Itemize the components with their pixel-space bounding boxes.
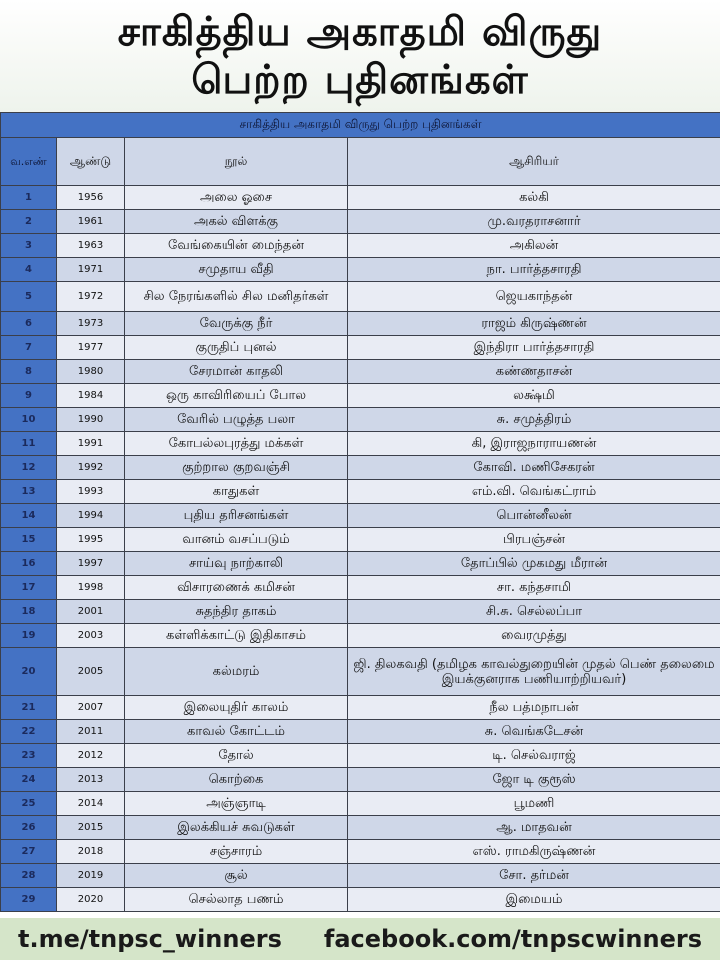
table-row bbox=[1, 504, 720, 528]
table-row bbox=[1, 840, 720, 864]
cell-year: 2020 bbox=[57, 888, 125, 912]
cell-sno: 16 bbox=[1, 552, 57, 576]
table-row bbox=[1, 210, 720, 234]
cell-sno: 11 bbox=[1, 432, 57, 456]
table-row bbox=[1, 552, 720, 576]
page-title-line-2: பெற்ற புதினங்கள் bbox=[191, 57, 529, 103]
cell-author: சா. கந்தசாமி bbox=[348, 576, 720, 600]
cell-book: குருதிப் புனல் bbox=[125, 336, 348, 360]
cell-book: அலை ஓசை bbox=[125, 186, 348, 210]
table-row bbox=[1, 720, 720, 744]
cell-year: 1998 bbox=[57, 576, 125, 600]
cell-sno: 14 bbox=[1, 504, 57, 528]
cell-book: கொற்கை bbox=[125, 768, 348, 792]
cell-author: கண்ணதாசன் bbox=[348, 360, 720, 384]
table-row bbox=[1, 456, 720, 480]
table-row bbox=[1, 888, 720, 912]
cell-sno: 5 bbox=[1, 282, 57, 312]
cell-year: 1991 bbox=[57, 432, 125, 456]
cell-book: இலையுதிர் காலம் bbox=[125, 696, 348, 720]
cell-book: சாய்வு நாற்காலி bbox=[125, 552, 348, 576]
cell-sno: 3 bbox=[1, 234, 57, 258]
table-row bbox=[1, 864, 720, 888]
cell-author: எம்.வி. வெங்கட்ராம் bbox=[348, 480, 720, 504]
cell-year: 2012 bbox=[57, 744, 125, 768]
table-banner-row bbox=[1, 113, 720, 138]
cell-year: 2001 bbox=[57, 600, 125, 624]
cell-author: கோவி. மணிசேகரன் bbox=[348, 456, 720, 480]
table-row bbox=[1, 768, 720, 792]
table-row bbox=[1, 312, 720, 336]
cell-book: சமுதாய வீதி bbox=[125, 258, 348, 282]
cell-book: குற்றால குறவஞ்சி bbox=[125, 456, 348, 480]
table-row bbox=[1, 600, 720, 624]
cell-book: காதுகள் bbox=[125, 480, 348, 504]
cell-book: இலக்கியச் சுவடுகள் bbox=[125, 816, 348, 840]
cell-author: ஆ. மாதவன் bbox=[348, 816, 720, 840]
cell-book: ஒரு காவிரியைப் போல bbox=[125, 384, 348, 408]
cell-year: 2013 bbox=[57, 768, 125, 792]
cell-book: அஞ்ஞாடி bbox=[125, 792, 348, 816]
cell-author: ஜி. திலகவதி (தமிழக காவல்துறையின் முதல் பெண் தலைமை இயக்குனராக பணியாற்றியவர்) bbox=[348, 648, 720, 696]
page-title-line-1: சாகித்திய அகாதமி விருது bbox=[117, 9, 603, 55]
cell-sno: 20 bbox=[1, 648, 57, 696]
cell-author: ஜெயகாந்தன் bbox=[348, 282, 720, 312]
cell-author: கல்கி bbox=[348, 186, 720, 210]
table-row bbox=[1, 258, 720, 282]
table-row bbox=[1, 234, 720, 258]
cell-year: 2003 bbox=[57, 624, 125, 648]
cell-author: சு. சமுத்திரம் bbox=[348, 408, 720, 432]
cell-sno: 2 bbox=[1, 210, 57, 234]
cell-year: 1994 bbox=[57, 504, 125, 528]
cell-year: 1992 bbox=[57, 456, 125, 480]
cell-year: 2015 bbox=[57, 816, 125, 840]
table-row bbox=[1, 408, 720, 432]
cell-sno: 4 bbox=[1, 258, 57, 282]
cell-year: 2007 bbox=[57, 696, 125, 720]
cell-sno: 9 bbox=[1, 384, 57, 408]
cell-book: சேரமான் காதலி bbox=[125, 360, 348, 384]
cell-author: சி.சு. செல்லப்பா bbox=[348, 600, 720, 624]
cell-sno: 25 bbox=[1, 792, 57, 816]
header-author: ஆசிரியர் bbox=[348, 138, 720, 186]
cell-year: 1993 bbox=[57, 480, 125, 504]
cell-sno: 21 bbox=[1, 696, 57, 720]
cell-author: இமையம் bbox=[348, 888, 720, 912]
cell-book: வேரில் பழுத்த பலா bbox=[125, 408, 348, 432]
cell-year: 1980 bbox=[57, 360, 125, 384]
cell-sno: 6 bbox=[1, 312, 57, 336]
cell-author: பிரபஞ்சன் bbox=[348, 528, 720, 552]
cell-year: 2019 bbox=[57, 864, 125, 888]
cell-sno: 12 bbox=[1, 456, 57, 480]
cell-book: சஞ்சாரம் bbox=[125, 840, 348, 864]
cell-book: விசாரணைக் கமிசன் bbox=[125, 576, 348, 600]
cell-author: அகிலன் bbox=[348, 234, 720, 258]
cell-sno: 10 bbox=[1, 408, 57, 432]
cell-sno: 29 bbox=[1, 888, 57, 912]
table-body bbox=[1, 186, 720, 912]
cell-sno: 27 bbox=[1, 840, 57, 864]
cell-book: காவல் கோட்டம் bbox=[125, 720, 348, 744]
cell-sno: 23 bbox=[1, 744, 57, 768]
cell-sno: 18 bbox=[1, 600, 57, 624]
cell-year: 1973 bbox=[57, 312, 125, 336]
cell-sno: 7 bbox=[1, 336, 57, 360]
cell-year: 2011 bbox=[57, 720, 125, 744]
cell-year: 1961 bbox=[57, 210, 125, 234]
cell-year: 1995 bbox=[57, 528, 125, 552]
cell-author: பூமணி bbox=[348, 792, 720, 816]
cell-year: 2005 bbox=[57, 648, 125, 696]
table-row bbox=[1, 282, 720, 312]
table-row bbox=[1, 528, 720, 552]
footer bbox=[0, 918, 720, 960]
awards-table bbox=[0, 112, 720, 912]
telegram-link[interactable]: t.me/tnpsc_winners bbox=[18, 925, 282, 953]
cell-sno: 24 bbox=[1, 768, 57, 792]
cell-author: தோப்பில் முகமது மீரான் bbox=[348, 552, 720, 576]
table-row bbox=[1, 648, 720, 696]
cell-author: சோ. தர்மன் bbox=[348, 864, 720, 888]
cell-sno: 8 bbox=[1, 360, 57, 384]
cell-sno: 19 bbox=[1, 624, 57, 648]
cell-book: சில நேரங்களில் சில மனிதர்கள் bbox=[125, 282, 348, 312]
cell-sno: 26 bbox=[1, 816, 57, 840]
cell-author: டி. செல்வராஜ் bbox=[348, 744, 720, 768]
facebook-link[interactable]: facebook.com/tnpscwinners bbox=[323, 925, 702, 953]
cell-book: சூல் bbox=[125, 864, 348, 888]
header-sno: வ.எண் bbox=[1, 138, 57, 186]
table-row bbox=[1, 384, 720, 408]
cell-author: ராஜம் கிருஷ்ணன் bbox=[348, 312, 720, 336]
table-row bbox=[1, 744, 720, 768]
cell-author: இந்திரா பார்த்தசாரதி bbox=[348, 336, 720, 360]
table-banner: சாகித்திய அகாதமி விருது பெற்ற புதினங்கள் bbox=[1, 113, 720, 138]
cell-author: எஸ். ராமகிருஷ்ணன் bbox=[348, 840, 720, 864]
table-row bbox=[1, 696, 720, 720]
cell-year: 1956 bbox=[57, 186, 125, 210]
cell-book: கல்மரம் bbox=[125, 648, 348, 696]
table-row bbox=[1, 576, 720, 600]
table-row bbox=[1, 624, 720, 648]
cell-author: நீல பத்மநாபன் bbox=[348, 696, 720, 720]
cell-sno: 28 bbox=[1, 864, 57, 888]
cell-author: பொன்னீலன் bbox=[348, 504, 720, 528]
cell-author: வைரமுத்து bbox=[348, 624, 720, 648]
cell-year: 1997 bbox=[57, 552, 125, 576]
header-book: நூல் bbox=[125, 138, 348, 186]
cell-book: வேருக்கு நீர் bbox=[125, 312, 348, 336]
table-row bbox=[1, 360, 720, 384]
header-year: ஆண்டு bbox=[57, 138, 125, 186]
cell-author: ஜோ டி குரூஸ் bbox=[348, 768, 720, 792]
cell-year: 1972 bbox=[57, 282, 125, 312]
cell-sno: 17 bbox=[1, 576, 57, 600]
cell-year: 2014 bbox=[57, 792, 125, 816]
cell-book: செல்லாத பணம் bbox=[125, 888, 348, 912]
cell-year: 1984 bbox=[57, 384, 125, 408]
cell-book: தோல் bbox=[125, 744, 348, 768]
table-row bbox=[1, 186, 720, 210]
cell-year: 1963 bbox=[57, 234, 125, 258]
cell-book: சுதந்திர தாகம் bbox=[125, 600, 348, 624]
cell-book: கள்ளிக்காட்டு இதிகாசம் bbox=[125, 624, 348, 648]
cell-book: அகல் விளக்கு bbox=[125, 210, 348, 234]
cell-author: மு.வரதராசனார் bbox=[348, 210, 720, 234]
cell-sno: 22 bbox=[1, 720, 57, 744]
cell-year: 1990 bbox=[57, 408, 125, 432]
cell-book: கோபல்லபுரத்து மக்கள் bbox=[125, 432, 348, 456]
table-row bbox=[1, 792, 720, 816]
cell-year: 2018 bbox=[57, 840, 125, 864]
cell-author: சு. வெங்கடேசன் bbox=[348, 720, 720, 744]
table-row bbox=[1, 816, 720, 840]
cell-book: புதிய தரிசனங்கள் bbox=[125, 504, 348, 528]
cell-author: கி, இராஜநாராயணன் bbox=[348, 432, 720, 456]
cell-author: நா. பார்த்தசாரதி bbox=[348, 258, 720, 282]
cell-year: 1971 bbox=[57, 258, 125, 282]
cell-year: 1977 bbox=[57, 336, 125, 360]
cell-sno: 15 bbox=[1, 528, 57, 552]
table-row bbox=[1, 432, 720, 456]
cell-sno: 13 bbox=[1, 480, 57, 504]
table-row bbox=[1, 480, 720, 504]
table-header-row bbox=[1, 138, 720, 186]
cell-book: வானம் வசப்படும் bbox=[125, 528, 348, 552]
cell-author: லக்ஷ்மி bbox=[348, 384, 720, 408]
table-row bbox=[1, 336, 720, 360]
cell-sno: 1 bbox=[1, 186, 57, 210]
cell-book: வேங்கையின் மைந்தன் bbox=[125, 234, 348, 258]
title-area bbox=[0, 0, 720, 112]
